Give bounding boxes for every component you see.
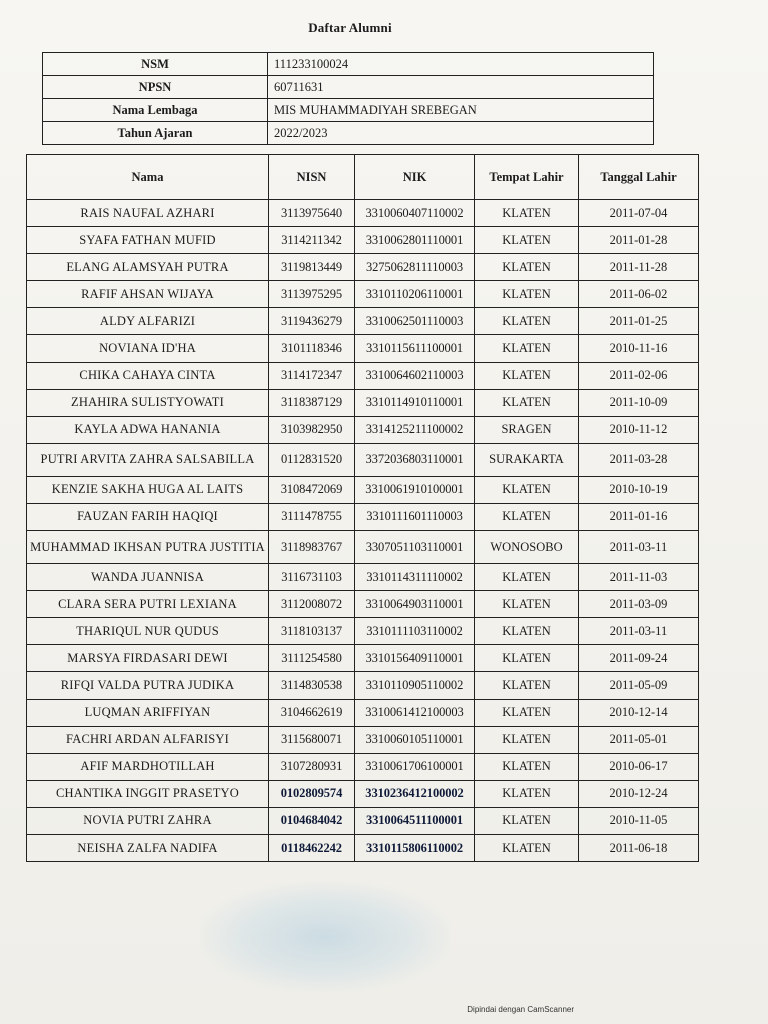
student-nik: 3275062811110003 (355, 254, 475, 281)
student-nik: 3310111601110003 (355, 503, 475, 530)
student-birthplace: KLATEN (475, 254, 579, 281)
student-name: NEISHA ZALFA NADIFA (27, 834, 269, 861)
table-row (27, 780, 699, 807)
student-birthdate: 2011-11-03 (579, 564, 699, 591)
student-name: SYAFA FATHAN MUFID (27, 227, 269, 254)
student-birthplace: KLATEN (475, 726, 579, 753)
student-birthplace: WONOSOBO (475, 531, 579, 564)
table-row (27, 672, 699, 699)
student-nik: 3310115611100001 (355, 335, 475, 362)
student-nisn: 3118983767 (269, 531, 355, 564)
student-birthplace: SRAGEN (475, 416, 579, 443)
student-birthplace: KLATEN (475, 834, 579, 861)
student-birthplace: KLATEN (475, 362, 579, 389)
student-name: KENZIE SAKHA HUGA AL LAITS (27, 476, 269, 503)
student-birthdate: 2011-10-09 (579, 389, 699, 416)
student-birthdate: 2011-02-06 (579, 362, 699, 389)
student-name: KAYLA ADWA HANANIA (27, 416, 269, 443)
student-nik: 3310062501110003 (355, 308, 475, 335)
student-birthdate: 2011-03-28 (579, 443, 699, 476)
student-name: MARSYA FIRDASARI DEWI (27, 645, 269, 672)
student-nisn: 3114830538 (269, 672, 355, 699)
table-row (27, 335, 699, 362)
table-row (27, 618, 699, 645)
table-row (27, 200, 699, 227)
table-row (27, 503, 699, 530)
info-value: MIS MUHAMMADIYAH SREBEGAN (268, 99, 654, 122)
student-birthplace: KLATEN (475, 281, 579, 308)
student-nik: 3310060105110001 (355, 726, 475, 753)
student-nisn: 3107280931 (269, 753, 355, 780)
student-nisn: 3108472069 (269, 476, 355, 503)
info-label: Nama Lembaga (43, 99, 268, 122)
scanner-watermark: Dipindai dengan CamScanner (467, 1005, 574, 1014)
student-name: NOVIA PUTRI ZAHRA (27, 807, 269, 834)
table-row (27, 564, 699, 591)
table-row (27, 416, 699, 443)
student-birthplace: KLATEN (475, 699, 579, 726)
student-nik: 3310115806110002 (355, 834, 475, 861)
student-birthplace: KLATEN (475, 308, 579, 335)
school-info-table (42, 52, 654, 145)
student-birthdate: 2011-11-28 (579, 254, 699, 281)
student-birthdate: 2011-01-28 (579, 227, 699, 254)
table-row (27, 531, 699, 564)
student-nik: 3310156409110001 (355, 645, 475, 672)
table-row (27, 753, 699, 780)
student-birthplace: KLATEN (475, 476, 579, 503)
table-row (27, 699, 699, 726)
student-nik: 3310111103110002 (355, 618, 475, 645)
student-birthplace: KLATEN (475, 618, 579, 645)
student-name: MUHAMMAD IKHSAN PUTRA JUSTITIA (27, 531, 269, 564)
student-name: RAFIF AHSAN WIJAYA (27, 281, 269, 308)
student-name: AFIF MARDHOTILLAH (27, 753, 269, 780)
student-name: WANDA JUANNISA (27, 564, 269, 591)
student-name: NOVIANA ID'HA (27, 335, 269, 362)
student-nik: 3307051103110001 (355, 531, 475, 564)
student-name: FAUZAN FARIH HAQIQI (27, 503, 269, 530)
table-row (27, 281, 699, 308)
student-nik: 3310110905110002 (355, 672, 475, 699)
student-birthdate: 2010-11-12 (579, 416, 699, 443)
student-birthdate: 2010-12-14 (579, 699, 699, 726)
student-name: PUTRI ARVITA ZAHRA SALSABILLA (27, 443, 269, 476)
student-birthplace: SURAKARTA (475, 443, 579, 476)
student-birthdate: 2011-03-09 (579, 591, 699, 618)
student-birthdate: 2011-07-04 (579, 200, 699, 227)
student-name: CHANTIKA INGGIT PRASETYO (27, 780, 269, 807)
student-nisn: 3111478755 (269, 503, 355, 530)
column-header-nama: Nama (27, 155, 269, 200)
student-birthdate: 2011-06-02 (579, 281, 699, 308)
info-row (43, 53, 654, 76)
student-birthdate: 2011-01-16 (579, 503, 699, 530)
student-name: ALDY ALFARIZI (27, 308, 269, 335)
table-header-row (27, 155, 699, 200)
student-nik: 3310114910110001 (355, 389, 475, 416)
student-nisn: 3119813449 (269, 254, 355, 281)
student-name: RIFQI VALDA PUTRA JUDIKA (27, 672, 269, 699)
student-nisn: 3113975295 (269, 281, 355, 308)
student-birthdate: 2011-03-11 (579, 618, 699, 645)
info-value: 60711631 (268, 76, 654, 99)
info-label: NSM (43, 53, 268, 76)
student-birthdate: 2011-01-25 (579, 308, 699, 335)
student-nisn: 3115680071 (269, 726, 355, 753)
info-row (43, 99, 654, 122)
student-birthplace: KLATEN (475, 807, 579, 834)
student-birthplace: KLATEN (475, 780, 579, 807)
student-nisn: 0118462242 (269, 834, 355, 861)
student-birthplace: KLATEN (475, 503, 579, 530)
student-nik: 3310061910100001 (355, 476, 475, 503)
student-nisn: 0104684042 (269, 807, 355, 834)
student-nik: 3310064511100001 (355, 807, 475, 834)
student-nisn: 3104662619 (269, 699, 355, 726)
info-value: 2022/2023 (268, 122, 654, 145)
student-name: ELANG ALAMSYAH PUTRA (27, 254, 269, 281)
table-row (27, 645, 699, 672)
student-nisn: 0112831520 (269, 443, 355, 476)
student-birthplace: KLATEN (475, 753, 579, 780)
table-row (27, 476, 699, 503)
student-name: LUQMAN ARIFFIYAN (27, 699, 269, 726)
column-header-nisn: NISN (269, 155, 355, 200)
student-nik: 3310060407110002 (355, 200, 475, 227)
info-label: NPSN (43, 76, 268, 99)
student-nisn: 0102809574 (269, 780, 355, 807)
student-nisn: 3114172347 (269, 362, 355, 389)
student-nisn: 3113975640 (269, 200, 355, 227)
student-nik: 3310114311110002 (355, 564, 475, 591)
student-name: THARIQUL NUR QUDUS (27, 618, 269, 645)
student-birthdate: 2010-11-16 (579, 335, 699, 362)
info-row (43, 122, 654, 145)
student-nisn: 3116731103 (269, 564, 355, 591)
student-nik: 3310110206110001 (355, 281, 475, 308)
table-row (27, 362, 699, 389)
student-nik: 3372036803110001 (355, 443, 475, 476)
column-header-tanggal-lahir: Tanggal Lahir (579, 155, 699, 200)
table-row (27, 227, 699, 254)
student-nisn: 3114211342 (269, 227, 355, 254)
student-birthplace: KLATEN (475, 645, 579, 672)
student-birthdate: 2010-12-24 (579, 780, 699, 807)
student-nisn: 3118103137 (269, 618, 355, 645)
table-row (27, 389, 699, 416)
student-birthplace: KLATEN (475, 564, 579, 591)
student-nisn: 3118387129 (269, 389, 355, 416)
student-birthplace: KLATEN (475, 672, 579, 699)
student-birthdate: 2010-11-05 (579, 807, 699, 834)
student-birthdate: 2010-06-17 (579, 753, 699, 780)
column-header-nik: NIK (355, 155, 475, 200)
student-name: CLARA SERA PUTRI LEXIANA (27, 591, 269, 618)
student-nik: 3310061706100001 (355, 753, 475, 780)
student-name: CHIKA CAHAYA CINTA (27, 362, 269, 389)
info-value: 111233100024 (268, 53, 654, 76)
student-nisn: 3119436279 (269, 308, 355, 335)
info-row (43, 76, 654, 99)
table-row (27, 254, 699, 281)
student-nik: 3310061412100003 (355, 699, 475, 726)
student-birthdate: 2010-10-19 (579, 476, 699, 503)
student-birthplace: KLATEN (475, 227, 579, 254)
student-name: FACHRI ARDAN ALFARISYI (27, 726, 269, 753)
student-birthdate: 2011-06-18 (579, 834, 699, 861)
student-nik: 3310062801110001 (355, 227, 475, 254)
student-nik: 3314125211100002 (355, 416, 475, 443)
student-nisn: 3112008072 (269, 591, 355, 618)
column-header-tempat-lahir: Tempat Lahir (475, 155, 579, 200)
student-name: RAIS NAUFAL AZHARI (27, 200, 269, 227)
student-nisn: 3101118346 (269, 335, 355, 362)
table-row (27, 726, 699, 753)
student-birthplace: KLATEN (475, 200, 579, 227)
student-birthdate: 2011-05-01 (579, 726, 699, 753)
document-title: Daftar Alumni (308, 20, 392, 35)
table-row (27, 308, 699, 335)
table-row (27, 591, 699, 618)
info-label: Tahun Ajaran (43, 122, 268, 145)
student-birthdate: 2011-09-24 (579, 645, 699, 672)
student-birthdate: 2011-05-09 (579, 672, 699, 699)
alumni-table (26, 154, 699, 862)
table-row (27, 807, 699, 834)
student-nisn: 3111254580 (269, 645, 355, 672)
student-nik: 3310064903110001 (355, 591, 475, 618)
student-birthplace: KLATEN (475, 591, 579, 618)
student-nik: 3310064602110003 (355, 362, 475, 389)
student-name: ZHAHIRA SULISTYOWATI (27, 389, 269, 416)
student-nik: 3310236412100002 (355, 780, 475, 807)
student-birthplace: KLATEN (475, 389, 579, 416)
scan-blue-smudge (200, 882, 450, 992)
student-birthplace: KLATEN (475, 335, 579, 362)
student-birthdate: 2011-03-11 (579, 531, 699, 564)
student-nisn: 3103982950 (269, 416, 355, 443)
table-row (27, 834, 699, 861)
table-row (27, 443, 699, 476)
